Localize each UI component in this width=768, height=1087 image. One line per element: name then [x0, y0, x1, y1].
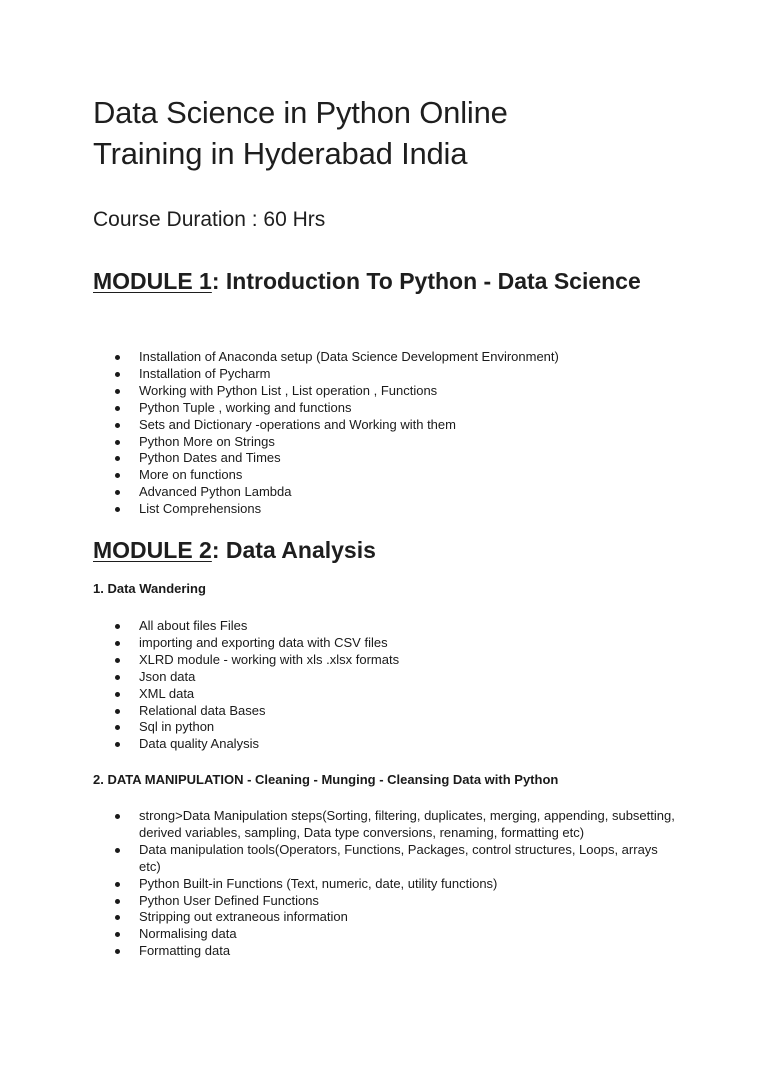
- page-title: [93, 92, 693, 174]
- list-item: Sets and Dictionary -operations and Working with them: [115, 417, 675, 434]
- list-item: Python User Defined Functions: [115, 893, 675, 910]
- bullet-icon: [115, 624, 120, 629]
- bullet-icon: [115, 355, 120, 360]
- list-item: Stripping out extraneous information: [115, 909, 675, 926]
- title-line-2: Training in Hyderabad India: [93, 136, 468, 171]
- bullet-icon: [115, 709, 120, 714]
- list-item: Json data: [115, 669, 675, 686]
- bullet-icon: [115, 423, 120, 428]
- list-item: List Comprehensions: [115, 501, 675, 518]
- list-item: Python More on Strings: [115, 434, 675, 451]
- bullet-icon: [115, 507, 120, 512]
- list-item: importing and exporting data with CSV files: [115, 635, 675, 652]
- list-item: Relational data Bases: [115, 703, 675, 720]
- module-1-list: [115, 349, 675, 518]
- bullet-icon: [115, 473, 120, 478]
- module-1-heading: [93, 267, 641, 295]
- module-1-title: : Introduction To Python - Data Science: [211, 268, 641, 294]
- bullet-icon: [115, 949, 120, 954]
- list-item: Advanced Python Lambda: [115, 484, 675, 501]
- bullet-icon: [115, 641, 120, 646]
- list-item: Sql in python: [115, 719, 675, 736]
- bullet-icon: [115, 658, 120, 663]
- module-1-number: MODULE 1: [93, 268, 212, 294]
- bullet-icon: [115, 725, 120, 730]
- list-item: Python Dates and Times: [115, 450, 675, 467]
- bullet-icon: [115, 692, 120, 697]
- list-item: Installation of Pycharm: [115, 366, 675, 383]
- bullet-icon: [115, 814, 120, 819]
- list-item: Data manipulation tools(Operators, Functions, Packages, control structures, Loops, arrays etc): [115, 842, 675, 876]
- document-page: [93, 92, 693, 959]
- list-item: Formatting data: [115, 943, 675, 960]
- list-item: strong>Data Manipulation steps(Sorting, filtering, duplicates, merging, appending, subsetting, derived variables, sampling, Data type conversions, renaming, formatting etc): [115, 808, 675, 842]
- list-item: Python Built-in Functions (Text, numeric, date, utility functions): [115, 876, 675, 893]
- module-2-title: : Data Analysis: [211, 537, 376, 563]
- bullet-icon: [115, 406, 120, 411]
- bullet-icon: [115, 490, 120, 495]
- course-duration: Course Duration : 60 Hrs: [93, 208, 326, 231]
- list-item: XLRD module - working with xls .xlsx formats: [115, 652, 675, 669]
- bullet-icon: [115, 742, 120, 747]
- bullet-icon: [115, 440, 120, 445]
- section-heading-data-manipulation: 2. DATA MANIPULATION - Cleaning - Munging - Cleansing Data with Python: [93, 772, 559, 787]
- list-item: All about files Files: [115, 618, 675, 635]
- list-item: Data quality Analysis: [115, 736, 675, 753]
- bullet-icon: [115, 675, 120, 680]
- bullet-icon: [115, 848, 120, 853]
- bullet-icon: [115, 372, 120, 377]
- module-2-number: MODULE 2: [93, 537, 212, 563]
- list-item: Installation of Anaconda setup (Data Science Development Environment): [115, 349, 675, 366]
- section-heading-data-wandering: 1. Data Wandering: [93, 581, 206, 596]
- module-2-heading: [93, 536, 376, 564]
- bullet-icon: [115, 915, 120, 920]
- bullet-icon: [115, 389, 120, 394]
- bullet-icon: [115, 882, 120, 887]
- bullet-icon: [115, 456, 120, 461]
- list-item: XML data: [115, 686, 675, 703]
- list-item: Normalising data: [115, 926, 675, 943]
- list-item: Python Tuple , working and functions: [115, 400, 675, 417]
- data-wandering-list: [115, 618, 675, 753]
- data-manipulation-list: [115, 808, 675, 960]
- bullet-icon: [115, 932, 120, 937]
- list-item: More on functions: [115, 467, 675, 484]
- title-line-1: Data Science in Python Online: [93, 95, 508, 130]
- list-item: Working with Python List , List operation , Functions: [115, 383, 675, 400]
- bullet-icon: [115, 899, 120, 904]
